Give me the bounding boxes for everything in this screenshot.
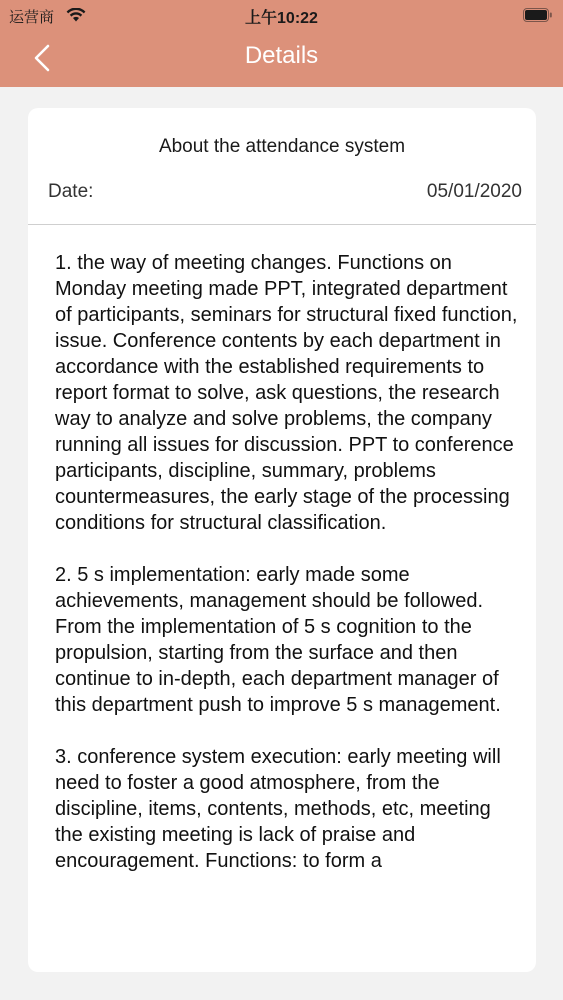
page-title: Details	[244, 42, 319, 69]
nav-bar	[0, 32, 563, 87]
paragraph-1: 1. the way of meeting changes. Functions on Monday meeting made PPT, integrated department of participants, seminars for structural fixed function, issue. Conference contents by each department in accordance with the established requirements to report format to solve, ask questions, the research way to analyze and solve problems, the company running all issues for discussion. PPT to conference participants, discipline, summary, problems countermeasures, the early stage of the processing conditions for structural classification.	[55, 252, 518, 534]
article-content[interactable]	[55, 250, 521, 946]
article-title: About the attendance system	[158, 136, 406, 157]
paragraph-2: 2. 5 s implementation: early made some achievements, management should be followed. From the implementation of 5 s cognition to the propulsion, starting from the surface and then continue to in-depth, each department manager of this department push to improve 5 s management.	[55, 564, 501, 716]
article-card	[28, 108, 536, 972]
carrier-label: 运营商	[9, 9, 55, 26]
status-bar	[0, 0, 563, 32]
header	[0, 0, 563, 87]
date-value: 05/01/2020	[426, 181, 522, 202]
date-label: Date:	[48, 181, 94, 202]
status-time: 上午10:22	[245, 10, 318, 27]
battery-icon	[523, 8, 553, 22]
paragraph-3: 3. conference system execution: early meeting will need to foster a good atmosphere, from the discipline, items, contents, methods, etc, meeting the existing meeting is lack of praise and encouragement. Functions: to form a	[55, 746, 501, 872]
divider	[28, 224, 536, 225]
